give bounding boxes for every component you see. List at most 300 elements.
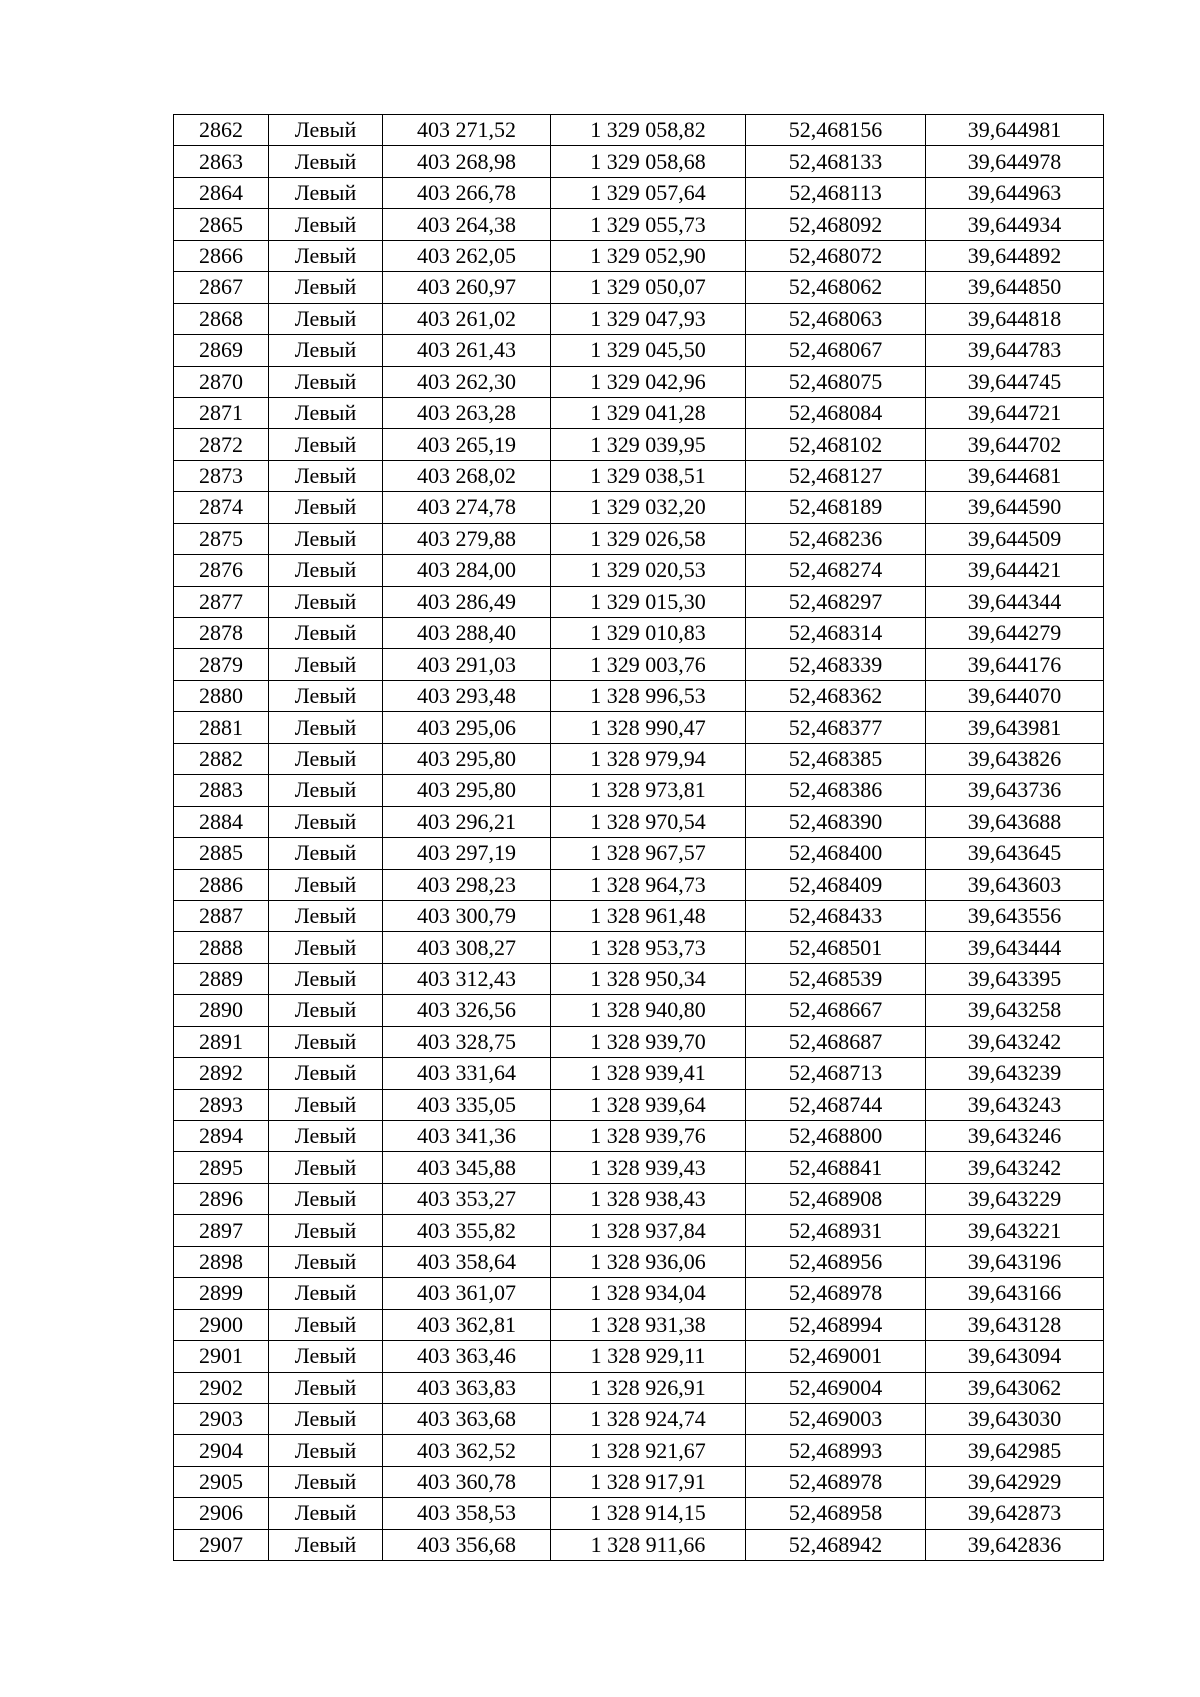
longitude-cell: 39,644070 <box>926 680 1104 711</box>
point-number-cell: 2870 <box>174 366 269 397</box>
longitude-cell: 39,643258 <box>926 995 1104 1026</box>
side-cell: Левый <box>269 1466 383 1497</box>
point-number-cell: 2868 <box>174 303 269 334</box>
side-cell: Левый <box>269 523 383 554</box>
longitude-cell: 39,643395 <box>926 963 1104 994</box>
y-coordinate-cell: 1 328 940,80 <box>551 995 746 1026</box>
longitude-cell: 39,643166 <box>926 1278 1104 1309</box>
x-coordinate-cell: 403 295,06 <box>383 712 551 743</box>
y-coordinate-cell: 1 328 917,91 <box>551 1466 746 1497</box>
x-coordinate-cell: 403 326,56 <box>383 995 551 1026</box>
x-coordinate-cell: 403 279,88 <box>383 523 551 554</box>
latitude-cell: 52,468274 <box>746 555 926 586</box>
table-row <box>174 523 1104 554</box>
x-coordinate-cell: 403 328,75 <box>383 1026 551 1057</box>
x-coordinate-cell: 403 298,23 <box>383 869 551 900</box>
longitude-cell: 39,644783 <box>926 335 1104 366</box>
y-coordinate-cell: 1 328 970,54 <box>551 806 746 837</box>
longitude-cell: 39,644850 <box>926 272 1104 303</box>
latitude-cell: 52,468501 <box>746 932 926 963</box>
longitude-cell: 39,643246 <box>926 1121 1104 1152</box>
latitude-cell: 52,468133 <box>746 146 926 177</box>
y-coordinate-cell: 1 328 990,47 <box>551 712 746 743</box>
y-coordinate-cell: 1 329 045,50 <box>551 335 746 366</box>
longitude-cell: 39,643645 <box>926 838 1104 869</box>
longitude-cell: 39,644590 <box>926 492 1104 523</box>
point-number-cell: 2888 <box>174 932 269 963</box>
table-row <box>174 618 1104 649</box>
side-cell: Левый <box>269 618 383 649</box>
side-cell: Левый <box>269 115 383 146</box>
y-coordinate-cell: 1 329 047,93 <box>551 303 746 334</box>
x-coordinate-cell: 403 264,38 <box>383 209 551 240</box>
x-coordinate-cell: 403 335,05 <box>383 1089 551 1120</box>
table-row <box>174 1529 1104 1560</box>
table-row <box>174 1058 1104 1089</box>
y-coordinate-cell: 1 328 953,73 <box>551 932 746 963</box>
table-row <box>174 1152 1104 1183</box>
latitude-cell: 52,468297 <box>746 586 926 617</box>
longitude-cell: 39,644681 <box>926 460 1104 491</box>
y-coordinate-cell: 1 328 914,15 <box>551 1498 746 1529</box>
latitude-cell: 52,468539 <box>746 963 926 994</box>
x-coordinate-cell: 403 262,30 <box>383 366 551 397</box>
side-cell: Левый <box>269 1498 383 1529</box>
side-cell: Левый <box>269 1183 383 1214</box>
y-coordinate-cell: 1 328 939,41 <box>551 1058 746 1089</box>
latitude-cell: 52,468978 <box>746 1466 926 1497</box>
latitude-cell: 52,468063 <box>746 303 926 334</box>
y-coordinate-cell: 1 329 032,20 <box>551 492 746 523</box>
side-cell: Левый <box>269 272 383 303</box>
coordinates-table <box>173 114 1104 1561</box>
side-cell: Левый <box>269 838 383 869</box>
x-coordinate-cell: 403 362,52 <box>383 1435 551 1466</box>
table-row <box>174 1089 1104 1120</box>
longitude-cell: 39,644745 <box>926 366 1104 397</box>
y-coordinate-cell: 1 329 057,64 <box>551 177 746 208</box>
x-coordinate-cell: 403 291,03 <box>383 649 551 680</box>
table-row <box>174 1246 1104 1277</box>
x-coordinate-cell: 403 260,97 <box>383 272 551 303</box>
table-row <box>174 460 1104 491</box>
latitude-cell: 52,468908 <box>746 1183 926 1214</box>
point-number-cell: 2862 <box>174 115 269 146</box>
point-number-cell: 2869 <box>174 335 269 366</box>
table-row <box>174 1466 1104 1497</box>
y-coordinate-cell: 1 328 921,67 <box>551 1435 746 1466</box>
latitude-cell: 52,468713 <box>746 1058 926 1089</box>
latitude-cell: 52,468942 <box>746 1529 926 1560</box>
x-coordinate-cell: 403 293,48 <box>383 680 551 711</box>
x-coordinate-cell: 403 300,79 <box>383 900 551 931</box>
table-row <box>174 869 1104 900</box>
side-cell: Левый <box>269 743 383 774</box>
point-number-cell: 2866 <box>174 240 269 271</box>
table-row <box>174 1026 1104 1057</box>
longitude-cell: 39,643688 <box>926 806 1104 837</box>
side-cell: Левый <box>269 1341 383 1372</box>
side-cell: Левый <box>269 492 383 523</box>
point-number-cell: 2883 <box>174 775 269 806</box>
x-coordinate-cell: 403 286,49 <box>383 586 551 617</box>
table-row <box>174 838 1104 869</box>
latitude-cell: 52,468978 <box>746 1278 926 1309</box>
point-number-cell: 2904 <box>174 1435 269 1466</box>
table-row <box>174 1498 1104 1529</box>
x-coordinate-cell: 403 261,02 <box>383 303 551 334</box>
latitude-cell: 52,468958 <box>746 1498 926 1529</box>
side-cell: Левый <box>269 1309 383 1340</box>
longitude-cell: 39,644279 <box>926 618 1104 649</box>
x-coordinate-cell: 403 271,52 <box>383 115 551 146</box>
y-coordinate-cell: 1 329 003,76 <box>551 649 746 680</box>
point-number-cell: 2864 <box>174 177 269 208</box>
table-row <box>174 649 1104 680</box>
point-number-cell: 2907 <box>174 1529 269 1560</box>
longitude-cell: 39,644892 <box>926 240 1104 271</box>
table-row <box>174 209 1104 240</box>
point-number-cell: 2863 <box>174 146 269 177</box>
latitude-cell: 52,468994 <box>746 1309 926 1340</box>
y-coordinate-cell: 1 328 996,53 <box>551 680 746 711</box>
longitude-cell: 39,643736 <box>926 775 1104 806</box>
longitude-cell: 39,642873 <box>926 1498 1104 1529</box>
y-coordinate-cell: 1 329 015,30 <box>551 586 746 617</box>
y-coordinate-cell: 1 328 936,06 <box>551 1246 746 1277</box>
x-coordinate-cell: 403 312,43 <box>383 963 551 994</box>
side-cell: Левый <box>269 1152 383 1183</box>
longitude-cell: 39,644344 <box>926 586 1104 617</box>
side-cell: Левый <box>269 932 383 963</box>
x-coordinate-cell: 403 358,64 <box>383 1246 551 1277</box>
longitude-cell: 39,643603 <box>926 869 1104 900</box>
side-cell: Левый <box>269 586 383 617</box>
point-number-cell: 2876 <box>174 555 269 586</box>
side-cell: Левый <box>269 806 383 837</box>
table-row <box>174 272 1104 303</box>
point-number-cell: 2887 <box>174 900 269 931</box>
point-number-cell: 2895 <box>174 1152 269 1183</box>
side-cell: Левый <box>269 1246 383 1277</box>
latitude-cell: 52,468377 <box>746 712 926 743</box>
latitude-cell: 52,468189 <box>746 492 926 523</box>
side-cell: Левый <box>269 995 383 1026</box>
point-number-cell: 2885 <box>174 838 269 869</box>
table-row <box>174 775 1104 806</box>
x-coordinate-cell: 403 362,81 <box>383 1309 551 1340</box>
x-coordinate-cell: 403 262,05 <box>383 240 551 271</box>
point-number-cell: 2878 <box>174 618 269 649</box>
y-coordinate-cell: 1 328 939,70 <box>551 1026 746 1057</box>
side-cell: Левый <box>269 775 383 806</box>
y-coordinate-cell: 1 329 042,96 <box>551 366 746 397</box>
longitude-cell: 39,643221 <box>926 1215 1104 1246</box>
side-cell: Левый <box>269 366 383 397</box>
y-coordinate-cell: 1 328 937,84 <box>551 1215 746 1246</box>
longitude-cell: 39,644978 <box>926 146 1104 177</box>
side-cell: Левый <box>269 1278 383 1309</box>
longitude-cell: 39,643196 <box>926 1246 1104 1277</box>
x-coordinate-cell: 403 363,68 <box>383 1403 551 1434</box>
latitude-cell: 52,468062 <box>746 272 926 303</box>
y-coordinate-cell: 1 329 020,53 <box>551 555 746 586</box>
table-row <box>174 492 1104 523</box>
point-number-cell: 2884 <box>174 806 269 837</box>
table-row <box>174 995 1104 1026</box>
latitude-cell: 52,468390 <box>746 806 926 837</box>
table-row <box>174 555 1104 586</box>
x-coordinate-cell: 403 295,80 <box>383 743 551 774</box>
longitude-cell: 39,643444 <box>926 932 1104 963</box>
longitude-cell: 39,642929 <box>926 1466 1104 1497</box>
point-number-cell: 2902 <box>174 1372 269 1403</box>
x-coordinate-cell: 403 263,28 <box>383 397 551 428</box>
side-cell: Левый <box>269 1089 383 1120</box>
table-row <box>174 240 1104 271</box>
point-number-cell: 2881 <box>174 712 269 743</box>
x-coordinate-cell: 403 353,27 <box>383 1183 551 1214</box>
side-cell: Левый <box>269 680 383 711</box>
latitude-cell: 52,468102 <box>746 429 926 460</box>
side-cell: Левый <box>269 1026 383 1057</box>
side-cell: Левый <box>269 555 383 586</box>
point-number-cell: 2871 <box>174 397 269 428</box>
latitude-cell: 52,468400 <box>746 838 926 869</box>
longitude-cell: 39,643094 <box>926 1341 1104 1372</box>
point-number-cell: 2882 <box>174 743 269 774</box>
point-number-cell: 2875 <box>174 523 269 554</box>
longitude-cell: 39,643128 <box>926 1309 1104 1340</box>
table-row <box>174 1341 1104 1372</box>
y-coordinate-cell: 1 329 058,68 <box>551 146 746 177</box>
x-coordinate-cell: 403 296,21 <box>383 806 551 837</box>
point-number-cell: 2894 <box>174 1121 269 1152</box>
x-coordinate-cell: 403 261,43 <box>383 335 551 366</box>
y-coordinate-cell: 1 328 961,48 <box>551 900 746 931</box>
point-number-cell: 2872 <box>174 429 269 460</box>
x-coordinate-cell: 403 266,78 <box>383 177 551 208</box>
longitude-cell: 39,643981 <box>926 712 1104 743</box>
point-number-cell: 2903 <box>174 1403 269 1434</box>
longitude-cell: 39,644934 <box>926 209 1104 240</box>
point-number-cell: 2891 <box>174 1026 269 1057</box>
y-coordinate-cell: 1 329 038,51 <box>551 460 746 491</box>
table-row <box>174 1403 1104 1434</box>
point-number-cell: 2899 <box>174 1278 269 1309</box>
x-coordinate-cell: 403 360,78 <box>383 1466 551 1497</box>
longitude-cell: 39,644981 <box>926 115 1104 146</box>
side-cell: Левый <box>269 1215 383 1246</box>
table-row <box>174 1278 1104 1309</box>
x-coordinate-cell: 403 363,46 <box>383 1341 551 1372</box>
y-coordinate-cell: 1 329 050,07 <box>551 272 746 303</box>
latitude-cell: 52,468993 <box>746 1435 926 1466</box>
latitude-cell: 52,468744 <box>746 1089 926 1120</box>
longitude-cell: 39,643243 <box>926 1089 1104 1120</box>
longitude-cell: 39,644818 <box>926 303 1104 334</box>
longitude-cell: 39,642836 <box>926 1529 1104 1560</box>
point-number-cell: 2879 <box>174 649 269 680</box>
point-number-cell: 2877 <box>174 586 269 617</box>
longitude-cell: 39,643826 <box>926 743 1104 774</box>
table-row <box>174 397 1104 428</box>
longitude-cell: 39,644421 <box>926 555 1104 586</box>
latitude-cell: 52,468156 <box>746 115 926 146</box>
latitude-cell: 52,468127 <box>746 460 926 491</box>
y-coordinate-cell: 1 329 041,28 <box>551 397 746 428</box>
latitude-cell: 52,469003 <box>746 1403 926 1434</box>
y-coordinate-cell: 1 328 939,64 <box>551 1089 746 1120</box>
side-cell: Левый <box>269 1529 383 1560</box>
y-coordinate-cell: 1 328 939,43 <box>551 1152 746 1183</box>
table-row <box>174 1435 1104 1466</box>
x-coordinate-cell: 403 345,88 <box>383 1152 551 1183</box>
x-coordinate-cell: 403 356,68 <box>383 1529 551 1560</box>
x-coordinate-cell: 403 295,80 <box>383 775 551 806</box>
longitude-cell: 39,643229 <box>926 1183 1104 1214</box>
longitude-cell: 39,643242 <box>926 1026 1104 1057</box>
side-cell: Левый <box>269 1435 383 1466</box>
point-number-cell: 2893 <box>174 1089 269 1120</box>
table-row <box>174 963 1104 994</box>
latitude-cell: 52,468687 <box>746 1026 926 1057</box>
latitude-cell: 52,468339 <box>746 649 926 680</box>
y-coordinate-cell: 1 328 939,76 <box>551 1121 746 1152</box>
point-number-cell: 2867 <box>174 272 269 303</box>
point-number-cell: 2905 <box>174 1466 269 1497</box>
latitude-cell: 52,468084 <box>746 397 926 428</box>
side-cell: Левый <box>269 963 383 994</box>
latitude-cell: 52,468113 <box>746 177 926 208</box>
table-row <box>174 806 1104 837</box>
y-coordinate-cell: 1 328 924,74 <box>551 1403 746 1434</box>
y-coordinate-cell: 1 328 967,57 <box>551 838 746 869</box>
longitude-cell: 39,642985 <box>926 1435 1104 1466</box>
longitude-cell: 39,644702 <box>926 429 1104 460</box>
y-coordinate-cell: 1 328 964,73 <box>551 869 746 900</box>
x-coordinate-cell: 403 308,27 <box>383 932 551 963</box>
side-cell: Левый <box>269 649 383 680</box>
side-cell: Левый <box>269 397 383 428</box>
side-cell: Левый <box>269 900 383 931</box>
y-coordinate-cell: 1 328 911,66 <box>551 1529 746 1560</box>
y-coordinate-cell: 1 329 055,73 <box>551 209 746 240</box>
y-coordinate-cell: 1 329 010,83 <box>551 618 746 649</box>
side-cell: Левый <box>269 1121 383 1152</box>
point-number-cell: 2889 <box>174 963 269 994</box>
table-row <box>174 335 1104 366</box>
point-number-cell: 2896 <box>174 1183 269 1214</box>
y-coordinate-cell: 1 328 973,81 <box>551 775 746 806</box>
latitude-cell: 52,468092 <box>746 209 926 240</box>
point-number-cell: 2900 <box>174 1309 269 1340</box>
latitude-cell: 52,469001 <box>746 1341 926 1372</box>
latitude-cell: 52,468075 <box>746 366 926 397</box>
side-cell: Левый <box>269 1403 383 1434</box>
table-row <box>174 1183 1104 1214</box>
y-coordinate-cell: 1 328 931,38 <box>551 1309 746 1340</box>
longitude-cell: 39,643239 <box>926 1058 1104 1089</box>
longitude-cell: 39,644176 <box>926 649 1104 680</box>
point-number-cell: 2874 <box>174 492 269 523</box>
side-cell: Левый <box>269 1058 383 1089</box>
x-coordinate-cell: 403 268,98 <box>383 146 551 177</box>
y-coordinate-cell: 1 328 926,91 <box>551 1372 746 1403</box>
latitude-cell: 52,468236 <box>746 523 926 554</box>
side-cell: Левый <box>269 146 383 177</box>
point-number-cell: 2897 <box>174 1215 269 1246</box>
side-cell: Левый <box>269 209 383 240</box>
y-coordinate-cell: 1 329 052,90 <box>551 240 746 271</box>
longitude-cell: 39,644963 <box>926 177 1104 208</box>
point-number-cell: 2865 <box>174 209 269 240</box>
x-coordinate-cell: 403 288,40 <box>383 618 551 649</box>
side-cell: Левый <box>269 240 383 271</box>
side-cell: Левый <box>269 869 383 900</box>
table-row <box>174 680 1104 711</box>
side-cell: Левый <box>269 429 383 460</box>
coordinates-table-body <box>174 115 1104 1561</box>
x-coordinate-cell: 403 341,36 <box>383 1121 551 1152</box>
point-number-cell: 2886 <box>174 869 269 900</box>
point-number-cell: 2901 <box>174 1341 269 1372</box>
point-number-cell: 2892 <box>174 1058 269 1089</box>
latitude-cell: 52,468067 <box>746 335 926 366</box>
x-coordinate-cell: 403 355,82 <box>383 1215 551 1246</box>
latitude-cell: 52,468314 <box>746 618 926 649</box>
table-row <box>174 1215 1104 1246</box>
x-coordinate-cell: 403 284,00 <box>383 555 551 586</box>
latitude-cell: 52,469004 <box>746 1372 926 1403</box>
latitude-cell: 52,468385 <box>746 743 926 774</box>
x-coordinate-cell: 403 361,07 <box>383 1278 551 1309</box>
table-row <box>174 586 1104 617</box>
x-coordinate-cell: 403 331,64 <box>383 1058 551 1089</box>
y-coordinate-cell: 1 328 934,04 <box>551 1278 746 1309</box>
table-row <box>174 366 1104 397</box>
latitude-cell: 52,468800 <box>746 1121 926 1152</box>
y-coordinate-cell: 1 328 929,11 <box>551 1341 746 1372</box>
latitude-cell: 52,468931 <box>746 1215 926 1246</box>
side-cell: Левый <box>269 177 383 208</box>
y-coordinate-cell: 1 329 039,95 <box>551 429 746 460</box>
longitude-cell: 39,643242 <box>926 1152 1104 1183</box>
x-coordinate-cell: 403 274,78 <box>383 492 551 523</box>
table-row <box>174 1121 1104 1152</box>
longitude-cell: 39,643556 <box>926 900 1104 931</box>
table-row <box>174 146 1104 177</box>
table-row <box>174 115 1104 146</box>
longitude-cell: 39,643030 <box>926 1403 1104 1434</box>
y-coordinate-cell: 1 329 026,58 <box>551 523 746 554</box>
point-number-cell: 2898 <box>174 1246 269 1277</box>
x-coordinate-cell: 403 363,83 <box>383 1372 551 1403</box>
side-cell: Левый <box>269 335 383 366</box>
point-number-cell: 2880 <box>174 680 269 711</box>
latitude-cell: 52,468409 <box>746 869 926 900</box>
point-number-cell: 2890 <box>174 995 269 1026</box>
table-row <box>174 712 1104 743</box>
point-number-cell: 2906 <box>174 1498 269 1529</box>
latitude-cell: 52,468841 <box>746 1152 926 1183</box>
point-number-cell: 2873 <box>174 460 269 491</box>
table-row <box>174 932 1104 963</box>
table-row <box>174 900 1104 931</box>
longitude-cell: 39,643062 <box>926 1372 1104 1403</box>
latitude-cell: 52,468072 <box>746 240 926 271</box>
longitude-cell: 39,644509 <box>926 523 1104 554</box>
